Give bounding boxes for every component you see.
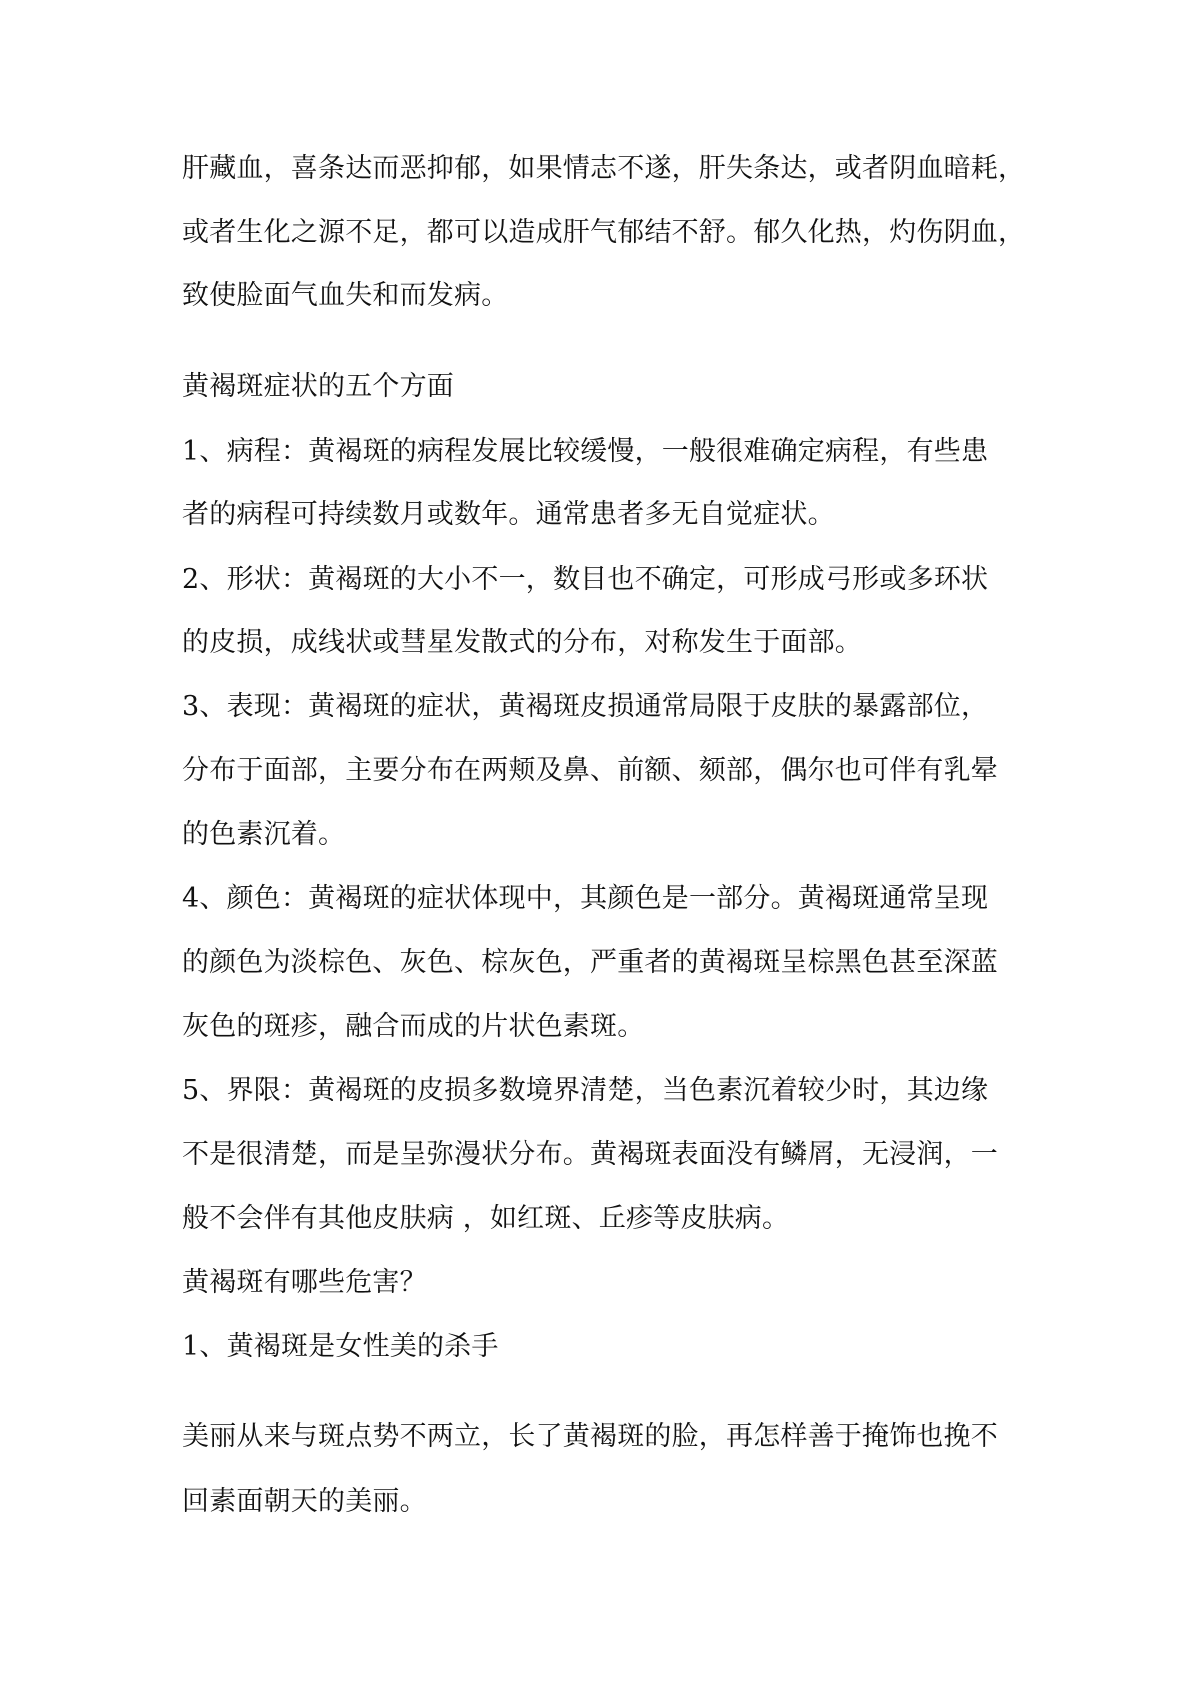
symptom-line-1: 1、病程：黄褐斑的病程发展比较缓慢，一般很难确定病程，有些患: [182, 436, 989, 467]
symptom-line-11: 5、界限：黄褐斑的皮损多数境界清楚，当色素沉着较少时，其边缘: [182, 1075, 989, 1106]
intro-line-1: 肝藏血，喜条达而恶抑郁，如果情志不遂，肝失条达，或者阴血暗耗，: [182, 153, 1026, 184]
beauty-line-2: 回素面朝天的美丽。: [182, 1486, 427, 1517]
symptom-line-3: 2、形状：黄褐斑的大小不一，数目也不确定，可形成弓形或多环状: [182, 564, 989, 595]
symptom-line-12: 不是很清楚，而是呈弥漫状分布。黄褐斑表面没有鳞屑，无浸润，一: [182, 1139, 998, 1170]
symptom-line-5: 3、表现：黄褐斑的症状，黄褐斑皮损通常局限于皮肤的暴露部位，: [182, 691, 989, 722]
symptom-line-7: 的色素沉着。: [182, 819, 346, 850]
symptom-line-2: 者的病程可持续数月或数年。通常患者多无自觉症状。: [182, 499, 835, 530]
symptom-line-13: 般不会伴有其他皮肤病 ，如红斑、丘疹等皮肤病。: [182, 1203, 790, 1234]
symptom-line-4: 的皮损，成线状或彗星发散式的分布，对称发生于面部。: [182, 627, 862, 658]
symptom-line-10: 灰色的斑疹，融合而成的片状色素斑。: [182, 1011, 645, 1042]
symptom-line-9: 的颜色为淡棕色、灰色、棕灰色，严重者的黄褐斑呈棕黑色甚至深蓝: [182, 947, 998, 978]
symptom-line-6: 分布于面部，主要分布在两颊及鼻、前额、颏部，偶尔也可伴有乳晕: [182, 755, 998, 786]
harm-heading: 黄褐斑有哪些危害？: [182, 1267, 427, 1298]
harm-item-1: 1、黄褐斑是女性美的杀手: [182, 1331, 499, 1362]
intro-line-2: 或者生化之源不足，都可以造成肝气郁结不舒。郁久化热，灼伤阴血，: [182, 217, 1026, 248]
symptom-line-8: 4、颜色：黄褐斑的症状体现中，其颜色是一部分。黄褐斑通常呈现: [182, 883, 989, 914]
symptoms-heading: 黄褐斑症状的五个方面: [182, 371, 454, 402]
beauty-line-1: 美丽从来与斑点势不两立，长了黄褐斑的脸，再怎样善于掩饰也挽不: [182, 1421, 998, 1452]
intro-line-3: 致使脸面气血失和而发病。: [182, 280, 509, 311]
